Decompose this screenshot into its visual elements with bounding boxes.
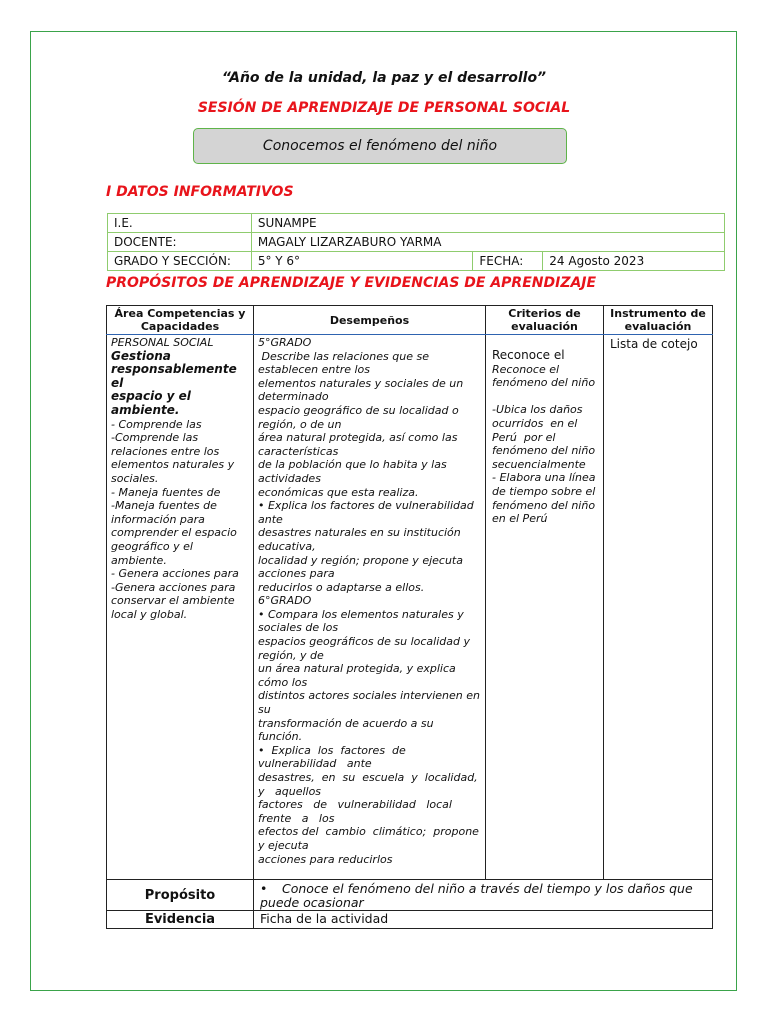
info-value: 24 Agosto 2023 <box>543 252 725 271</box>
info-table <box>107 213 725 271</box>
content-row <box>107 335 713 880</box>
desempeno-line: • Explica los factores de vulnerabilidad ante <box>258 499 478 526</box>
criterio-text: Reconoce el <box>492 348 565 362</box>
criterio-line: -Ubica los daños ocurridos en el Perú por el fenómeno del niño secuencialmente <box>492 403 599 471</box>
criterio-line: - Elabora una línea de tiempo sobre el fenómeno del niño en el Perú <box>492 471 599 526</box>
desempeno-line: efectos del cambio climático; propone y ejecuta <box>258 825 486 852</box>
table-header-row <box>107 306 713 335</box>
desempeno-line: de la población que lo habita y las actividades <box>258 458 451 485</box>
session-title: SESIÓN DE APRENDIZAJE DE PERSONAL SOCIAL <box>197 100 571 116</box>
column-header: Instrumento de evaluación <box>604 306 713 335</box>
desempeno-line: espacios geográficos de su localidad y región, y de <box>258 635 474 662</box>
desempeno-line: localidad y región; propone y ejecuta acciones para <box>258 553 467 581</box>
desempeno-line: elementos naturales y sociales de un determinado <box>258 376 467 404</box>
desempeno-line: • Compara los elementos naturales y sociales de los <box>258 607 468 635</box>
criterio-line <box>492 390 597 404</box>
area-line: espacio y el ambiente. <box>111 389 191 417</box>
year-motto: “Año de la unidad, la paz y el desarrollo” <box>221 70 547 86</box>
proposito-row <box>107 880 713 911</box>
info-value: MAGALY LIZARZABURO YARMA <box>251 233 724 252</box>
desempeno-line: factores de vulnerabilidad local frente a los <box>258 798 463 825</box>
desempeno-line: 6°GRADO <box>258 594 312 608</box>
learning-table <box>106 305 713 929</box>
topic-title: Conocemos el fenómeno del niño <box>262 138 498 154</box>
criterio-line: Reconoce el fenómeno del niño <box>492 362 596 390</box>
area-line: -Comprende las relaciones entre los elementos naturales y sociales. <box>111 431 235 485</box>
proposito-cell <box>254 880 713 911</box>
desempeno-line: • Explica los factores de vulnerabilidad ante <box>258 743 413 771</box>
desempeno-line: distintos actores sociales intervienen en su <box>258 689 484 717</box>
info-label: I.E. <box>108 214 252 233</box>
criterios-cell <box>486 335 604 880</box>
desempeno-line: 5°GRADO <box>258 336 312 349</box>
info-label: GRADO Y SECCIÓN: <box>108 252 252 271</box>
evidencia-row <box>107 911 713 929</box>
info-label: FECHA: <box>473 252 543 271</box>
area-line: - Comprende las <box>111 417 202 431</box>
section-heading-datos: I DATOS INFORMATIVOS <box>106 184 294 200</box>
proposito-label: Propósito <box>107 880 254 911</box>
desempenos-cell <box>254 335 489 880</box>
desempeno-line: acciones para reducirlos <box>258 852 393 866</box>
area-line: Gestiona responsablemente el <box>111 348 237 390</box>
evidencia-label: Evidencia <box>107 911 254 929</box>
column-header: Criterios de evaluación <box>486 306 604 335</box>
desempeno-line: transformación de acuerdo a su función. <box>258 716 438 744</box>
desempeno-line: un área natural protegida, y explica cómo los <box>258 662 460 689</box>
info-value: 5° Y 6° <box>251 252 473 271</box>
desempeno-line: espacio geográfico de su localidad o región, o de un <box>258 403 463 431</box>
area-line: -Genera acciones para conservar el ambiente local y global. <box>111 580 236 621</box>
info-label: DOCENTE: <box>108 233 252 252</box>
area-line: -Maneja fuentes de información para comprender el espacio geográfico y el ambiente. <box>111 499 237 567</box>
desempeno-line: desastres naturales en su institución educativa, <box>258 526 465 553</box>
area-line: PERSONAL SOCIAL <box>111 336 214 349</box>
area-line: - Genera acciones para <box>111 567 239 581</box>
info-value: SUNAMPE <box>251 214 724 233</box>
desempeno-line: área natural protegida, así como las características <box>258 431 461 458</box>
info-row-grado <box>108 252 725 271</box>
desempeno-line: económicas que esta realiza. <box>258 485 419 499</box>
desempeno-line: reducirlos o adaptarse a ellos. <box>258 580 425 594</box>
area-competencias-cell <box>107 335 254 880</box>
bullet-icon: • <box>260 881 268 896</box>
info-row-ie <box>108 214 725 233</box>
area-line: - Maneja fuentes de <box>111 485 221 499</box>
column-header: Desempeños <box>254 306 486 335</box>
desempeno-line: desastres, en su escuela y localidad, y aquellos <box>258 771 489 798</box>
section-heading-propositos: PROPÓSITOS DE APRENDIZAJE Y EVIDENCIAS DE APRENDIZAJE <box>106 275 597 291</box>
desempeno-line: Describe las relaciones que se establecen entre los <box>258 349 433 377</box>
instrumento-cell: Lista de cotejo <box>604 335 713 880</box>
topic-title-box <box>193 128 567 164</box>
evidencia-text: Ficha de la actividad <box>254 911 713 929</box>
proposito-text: Conoce el fenómeno del niño a través del tiempo y los daños que puede ocasionar <box>260 881 693 910</box>
info-row-docente <box>108 233 725 252</box>
column-header: Área Competencias y Capacidades <box>107 306 254 335</box>
